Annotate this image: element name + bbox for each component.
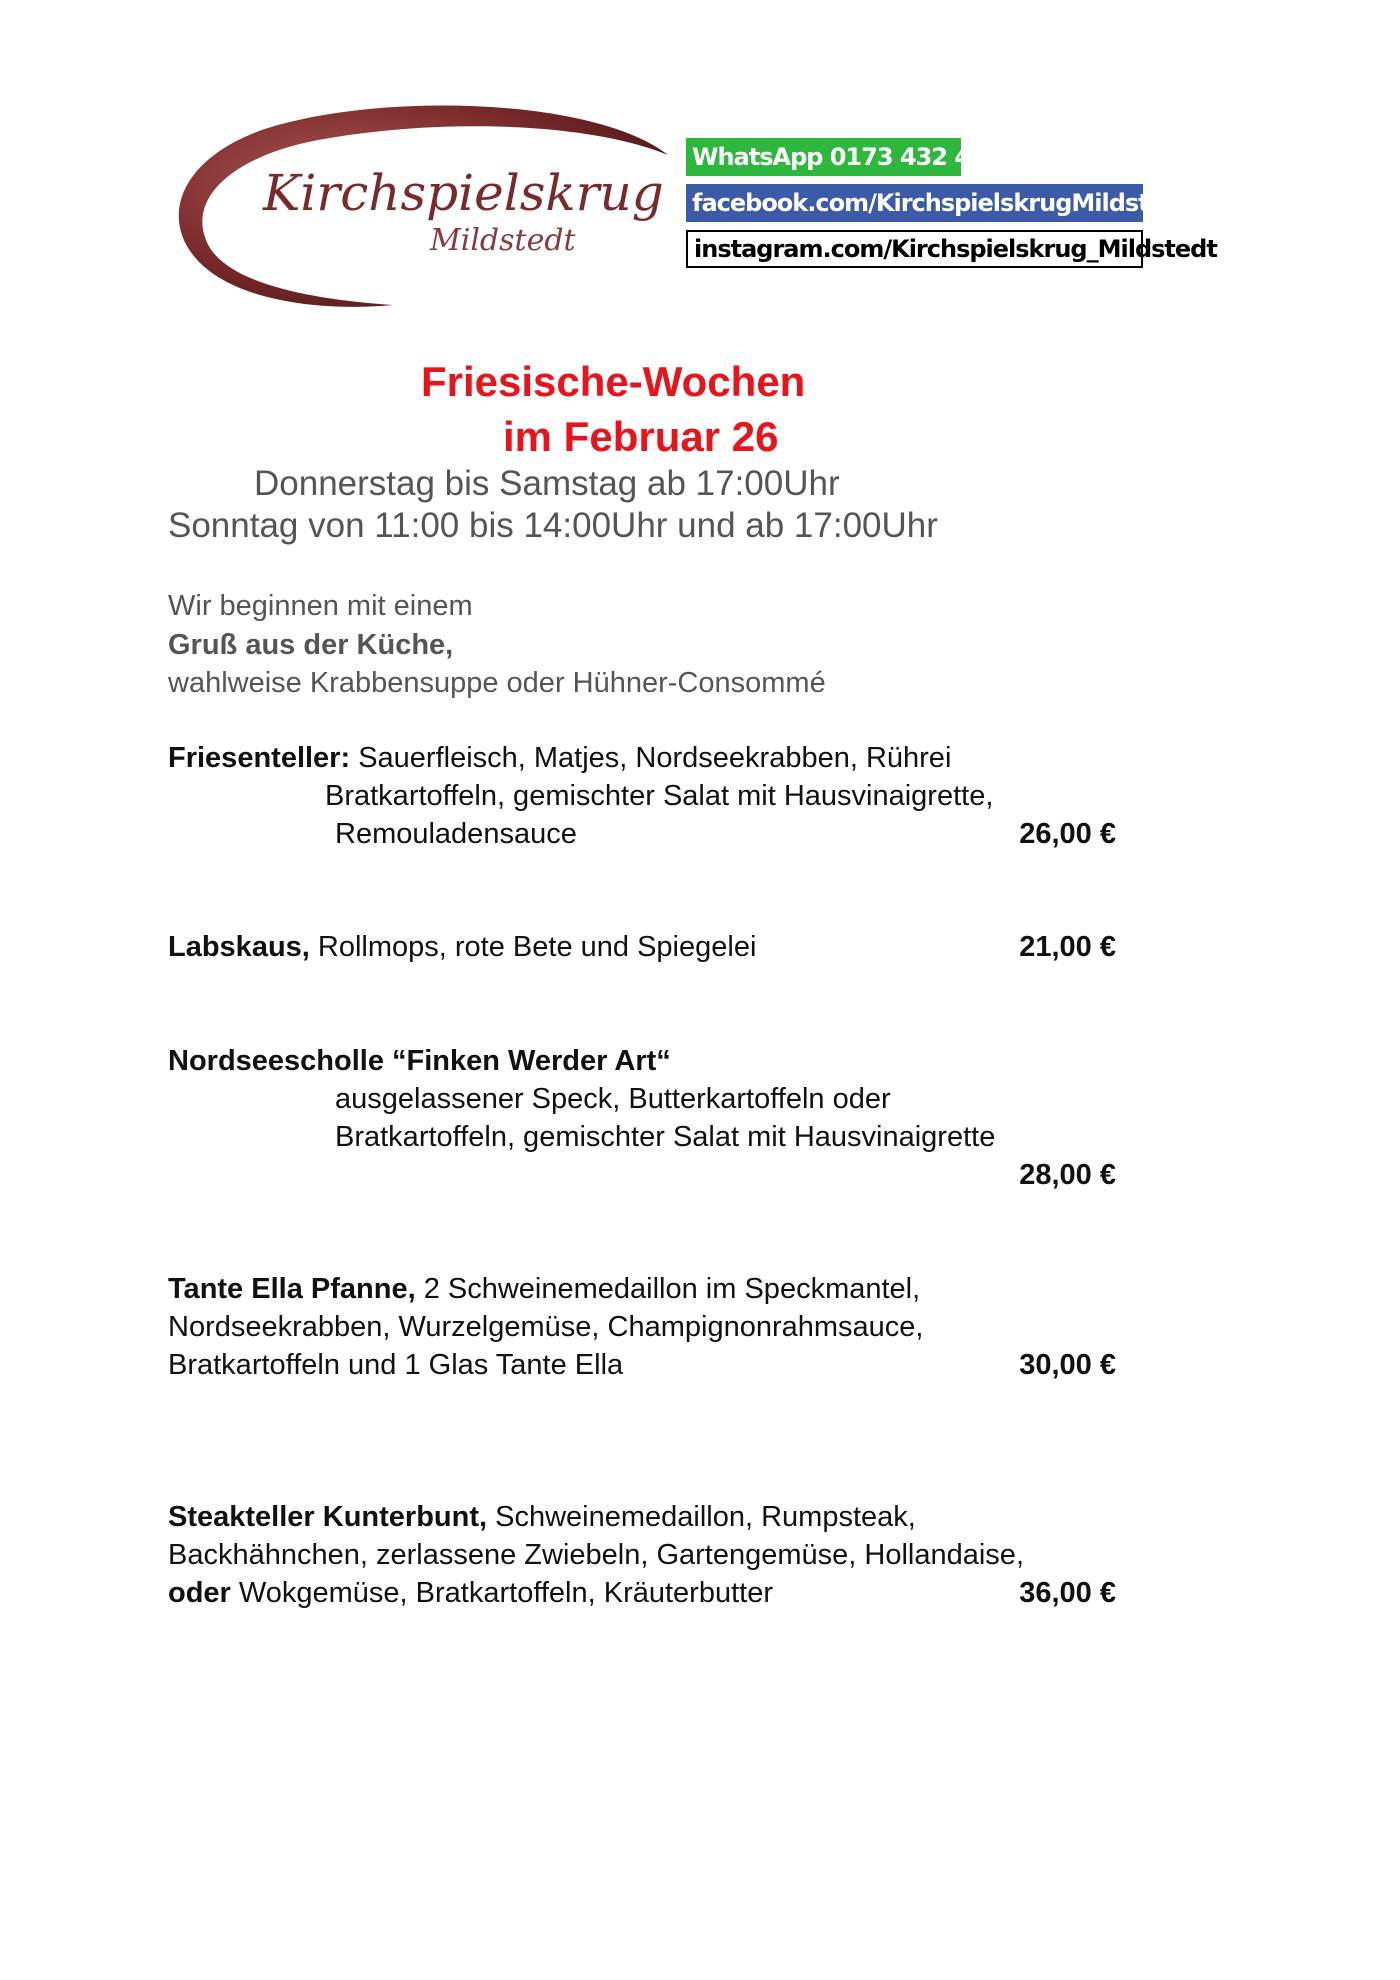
- logo-name: Kirchspielskrug: [263, 164, 664, 222]
- dish-description-alt: [168, 1577, 773, 1610]
- dish-friesenteller: [168, 742, 951, 775]
- dish-description: 2 Schweinemedaillon im Speckmantel,: [415, 1273, 921, 1305]
- dish-description: Nordseekrabben, Wurzelgemüse, Champignonrahmsauce,: [168, 1311, 924, 1343]
- dish-steakteller: [168, 1501, 916, 1534]
- dish-name: Tante Ella Pfanne,: [168, 1273, 416, 1305]
- menu-title: Friesische-Wochen: [421, 358, 806, 405]
- whatsapp-badge[interactable]: WhatsApp 0173 432 4975: [686, 138, 961, 176]
- dish-description: Bratkartoffeln und 1 Glas Tante Ella: [168, 1349, 624, 1381]
- dish-price: 21,00 €: [1019, 931, 1116, 963]
- dish-description: ausgelassener Speck, Butterkartoffeln oder: [335, 1083, 891, 1115]
- logo-subtitle: Mildstedt: [430, 223, 576, 258]
- dish-description: Rollmops, rote Bete und Spiegelei: [309, 931, 757, 963]
- dish-description: Bratkartoffeln, gemischter Salat mit Hausvinaigrette,: [325, 780, 994, 812]
- dish-price: 28,00 €: [1019, 1159, 1116, 1191]
- dish-description: Backhähnchen, zerlassene Zwiebeln, Gartengemüse, Hollandaise,: [168, 1539, 1024, 1571]
- dish-price: 26,00 €: [1019, 818, 1116, 850]
- oder-label: oder: [168, 1577, 231, 1609]
- dish-tante-ella: [168, 1273, 920, 1306]
- intro-soup-choice: wahlweise Krabbensuppe oder Hühner-Consommé: [168, 667, 826, 699]
- intro-greeting: Gruß aus der Küche,: [168, 629, 454, 661]
- facebook-badge[interactable]: facebook.com/KirchspielskrugMildstedt: [686, 184, 1143, 222]
- dish-price: 30,00 €: [1019, 1349, 1116, 1381]
- restaurant-logo: [168, 100, 688, 315]
- dish-name: Labskaus,: [168, 931, 310, 963]
- instagram-badge[interactable]: instagram.com/Kirchspielskrug_Mildstedt: [686, 230, 1143, 268]
- intro-text: Wir beginnen mit einem: [168, 590, 473, 622]
- dish-name: Steakteller Kunterbunt,: [168, 1501, 488, 1533]
- dish-name: Friesenteller:: [168, 742, 351, 774]
- opening-hours-sunday: Sonntag von 11:00 bis 14:00Uhr und ab 17:00Uhr: [168, 506, 938, 545]
- dish-description: Remouladensauce: [335, 818, 577, 850]
- opening-hours-weekdays: Donnerstag bis Samstag ab 17:00Uhr: [254, 464, 840, 503]
- dish-description: Wokgemüse, Bratkartoffeln, Kräuterbutter: [230, 1577, 773, 1609]
- dish-name: Nordseescholle “Finken Werder Art“: [168, 1045, 671, 1077]
- menu-subtitle: im Februar 26: [503, 413, 779, 460]
- dish-description: Schweinemedaillon, Rumpsteak,: [487, 1501, 916, 1533]
- dish-description: Sauerfleisch, Matjes, Nordseekrabben, Rührei: [350, 742, 952, 774]
- dish-labskaus: [168, 931, 756, 964]
- dish-price: 36,00 €: [1019, 1577, 1116, 1609]
- dish-description: Bratkartoffeln, gemischter Salat mit Hausvinaigrette: [335, 1121, 996, 1153]
